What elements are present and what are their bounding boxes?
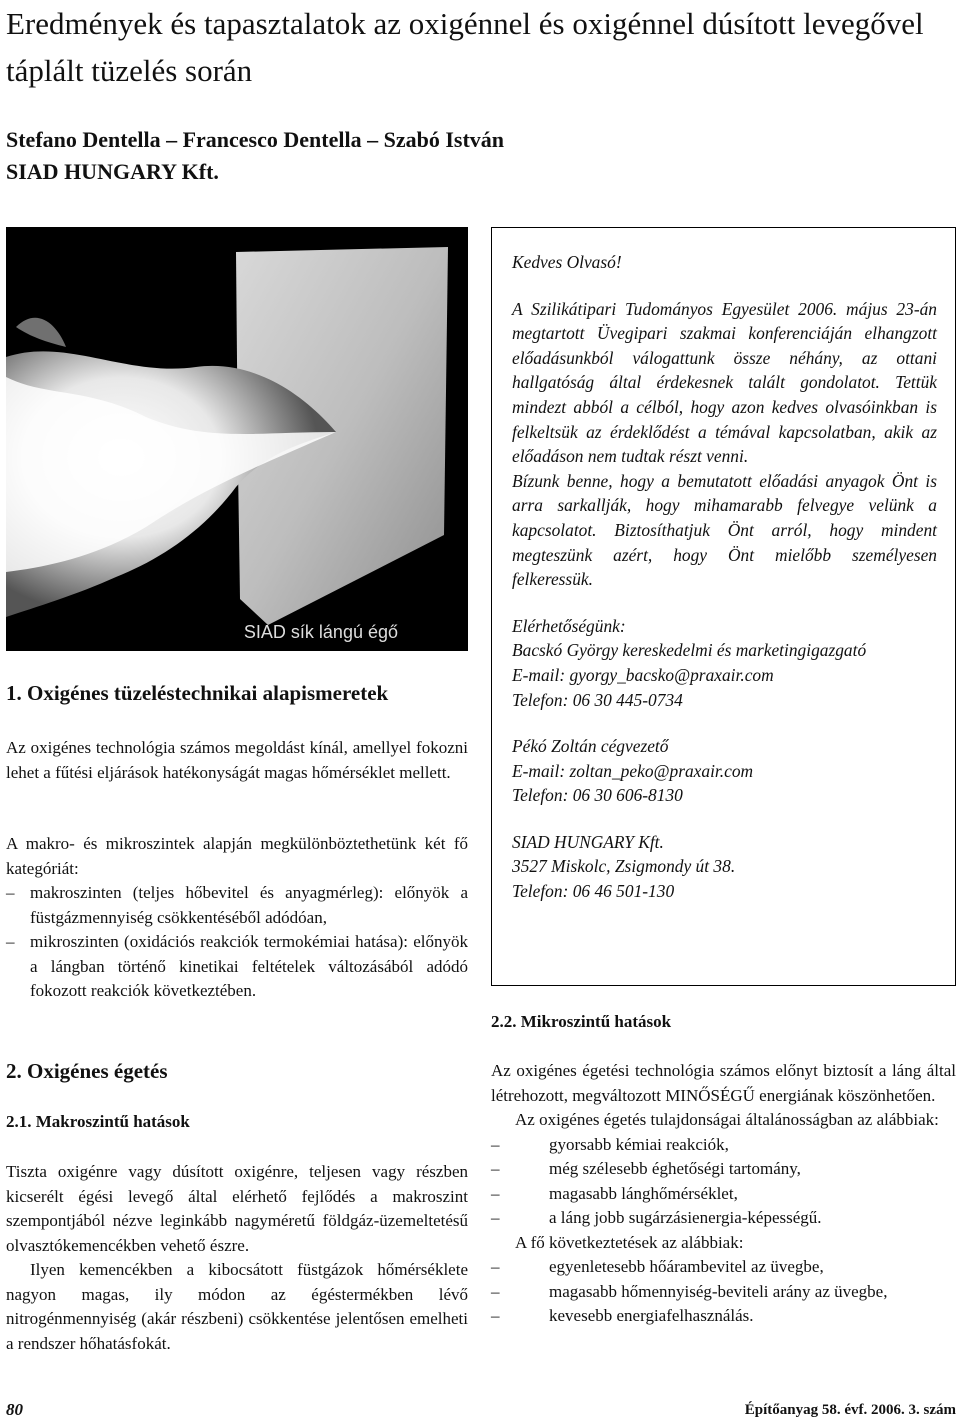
burner-photo [6, 227, 468, 651]
list-item: – kevesebb energiafelhasználás. [491, 1306, 754, 1325]
section-1-dash-1: makroszinten (teljes hőbevitel és anyagmérleg): előnyök a füstgázmennyiség csökkentéséből adódóan, [30, 883, 468, 927]
contact2-name: Pékó Zoltán cégvezető [512, 736, 669, 757]
journal-footer: Építőanyag 58. évf. 2006. 3. szám [744, 1402, 956, 1418]
section-1-para-1: Az oxigénes technológia számos megoldást kínál, amellyel fokozni lehet a fűtési eljárások hatékonyságát magas hőmérséklet mellett. [6, 738, 468, 782]
reader-note-box [491, 227, 956, 986]
box-intro: A Szilikátipari Tudományos Egyesület 2006. május 23-án megtartott Üvegipari szakmai konferenciáján elhangzott előadásunkból válogattunk össze néhány, az ottani hallgatóság által érdekesnek talált gondolatot. Tettük mindezt abból a célból, hogy azon kedves olvasóinkban is felkeltsük az érdeklődést a témával kapcsolatban, akik az előadáson nem tudtak részt venni. [512, 298, 937, 467]
author-company: SIAD HUNGARY Kft. [6, 159, 219, 184]
section-2-1-heading: 2.1. Makroszintű hatások [6, 1112, 190, 1131]
author-block [6, 124, 504, 188]
article-title: Eredmények és tapasztalatok az oxigénnel és oxigénnel dúsított levegővel táplált tüzelés során [6, 6, 924, 88]
contact2-email[interactable]: E-mail: zoltan_peko@praxair.com [512, 760, 754, 781]
section-2-1-para-2: Ilyen kemencékben a kibocsátott füstgázok hőmérséklete nagyon magas, ily módon az égéstermékben lévő nitrogénmennyiség (akár részbeni) csökkentése jelentősen emelheti a rendszer hőhatásfokát. [6, 1260, 468, 1353]
conclusions-list [491, 1255, 956, 1329]
contact2-phone: Telefon: 06 30 606-8130 [512, 785, 683, 806]
list-item: – magasabb hőmennyiség-beviteli arány az üvegbe, [491, 1281, 888, 1301]
flame-image [6, 227, 468, 651]
company-name: SIAD HUNGARY Kft. [512, 831, 664, 852]
page-number: 80 [6, 1400, 23, 1419]
section-2-2-para-2: Az oxigénes égetés tulajdonságai általánosságban az alábbiak: [515, 1110, 939, 1129]
section-2-1-para-1: Tiszta oxigénre vagy dúsított oxigénre, teljesen vagy részben kicserélt égési levegő által elérhető fejlődés a makroszint szempontjából nézve leginkább nagyméretű földgáz-üzemeltetésű olvasztókemencékben vehető észre. [6, 1162, 468, 1255]
section-1-dash-2: mikroszinten (oxidációs reakciók termokémiai hatása): előnyök a lángban történő kinetikai feltételek változásából adódó fokozott reakciók következtében. [30, 932, 468, 1000]
box-greeting: Kedves Olvasó! [512, 252, 622, 272]
list-item: – gyorsabb kémiai reakciók, [491, 1134, 729, 1154]
section-1-body-2: A makro- és mikroszintek alapján megkülönböztethetünk két fő kategóriát: – makroszinten (teljes hőbevitel és anyagmérleg): előnyök a füstgázmennyiség csökkentéséből adódóan, – mikroszinten (oxidációs reakciók termokémiai hatása): előnyök a lángban történő kinetikai feltételek változásából adódó fokozott reakciók következtében. [6, 832, 468, 1004]
section-2-heading: 2. Oxigénes égetés [6, 1059, 168, 1083]
section-1-heading: 1. Oxigénes tüzeléstechnikai alapismeretek [6, 681, 389, 705]
section-2-2-heading: 2.2. Mikroszintű hatások [491, 1012, 672, 1031]
section-2-2-para-1: Az oxigénes égetési technológia számos előnyt biztosít a láng által létrehozott, megváltozott MINŐSÉGŰ energiának köszönhetően. [491, 1061, 956, 1105]
list-item: – egyenletesebb hőárambevitel az üvegbe, [491, 1257, 824, 1276]
author-names: Stefano Dentella – Francesco Dentella – Szabó István [6, 127, 505, 152]
photo-caption: SIAD sík lángú égő [243, 622, 398, 642]
company-phone: Telefon: 06 46 501-130 [512, 881, 675, 902]
section-2-2-body [491, 1059, 956, 1329]
contact1-phone: Telefon: 06 30 445-0734 [512, 689, 683, 710]
section-1-body [6, 736, 468, 785]
contact1-email[interactable]: E-mail: gyorgy_bacsko@praxair.com [512, 664, 774, 685]
contact-heading: Elérhetőségünk: [512, 615, 626, 636]
properties-list [491, 1133, 956, 1231]
company-address: 3527 Miskolc, Zsigmondy út 38. [512, 856, 736, 877]
conclusion-intro: A fő következtetések az alábbiak: [515, 1232, 744, 1252]
list-item: – magasabb lánghőmérséklet, [491, 1183, 738, 1203]
contact1-name: Bacskó György kereskedelmi és marketingigazgató [512, 640, 867, 661]
section-1-para-2: A makro- és mikroszintek alapján megkülönböztethetünk két fő kategóriát: [6, 834, 468, 878]
list-item: – még szélesebb éghetőségi tartomány, [491, 1159, 801, 1178]
list-item: – a láng jobb sugárzásienergia-képességű. [491, 1208, 822, 1227]
section-2-1-body [6, 1160, 468, 1356]
box-hope: Bízunk benne, hogy a bemutatott előadási anyagok Önt is arra sarkallják, hogy mihamarabb felvegye velünk a kapcsolatot. Biztosíthatjuk Önt arról, hogy mindent megteszünk azért, hogy Önt mielőbb személyesen felkeressük. [512, 470, 937, 590]
